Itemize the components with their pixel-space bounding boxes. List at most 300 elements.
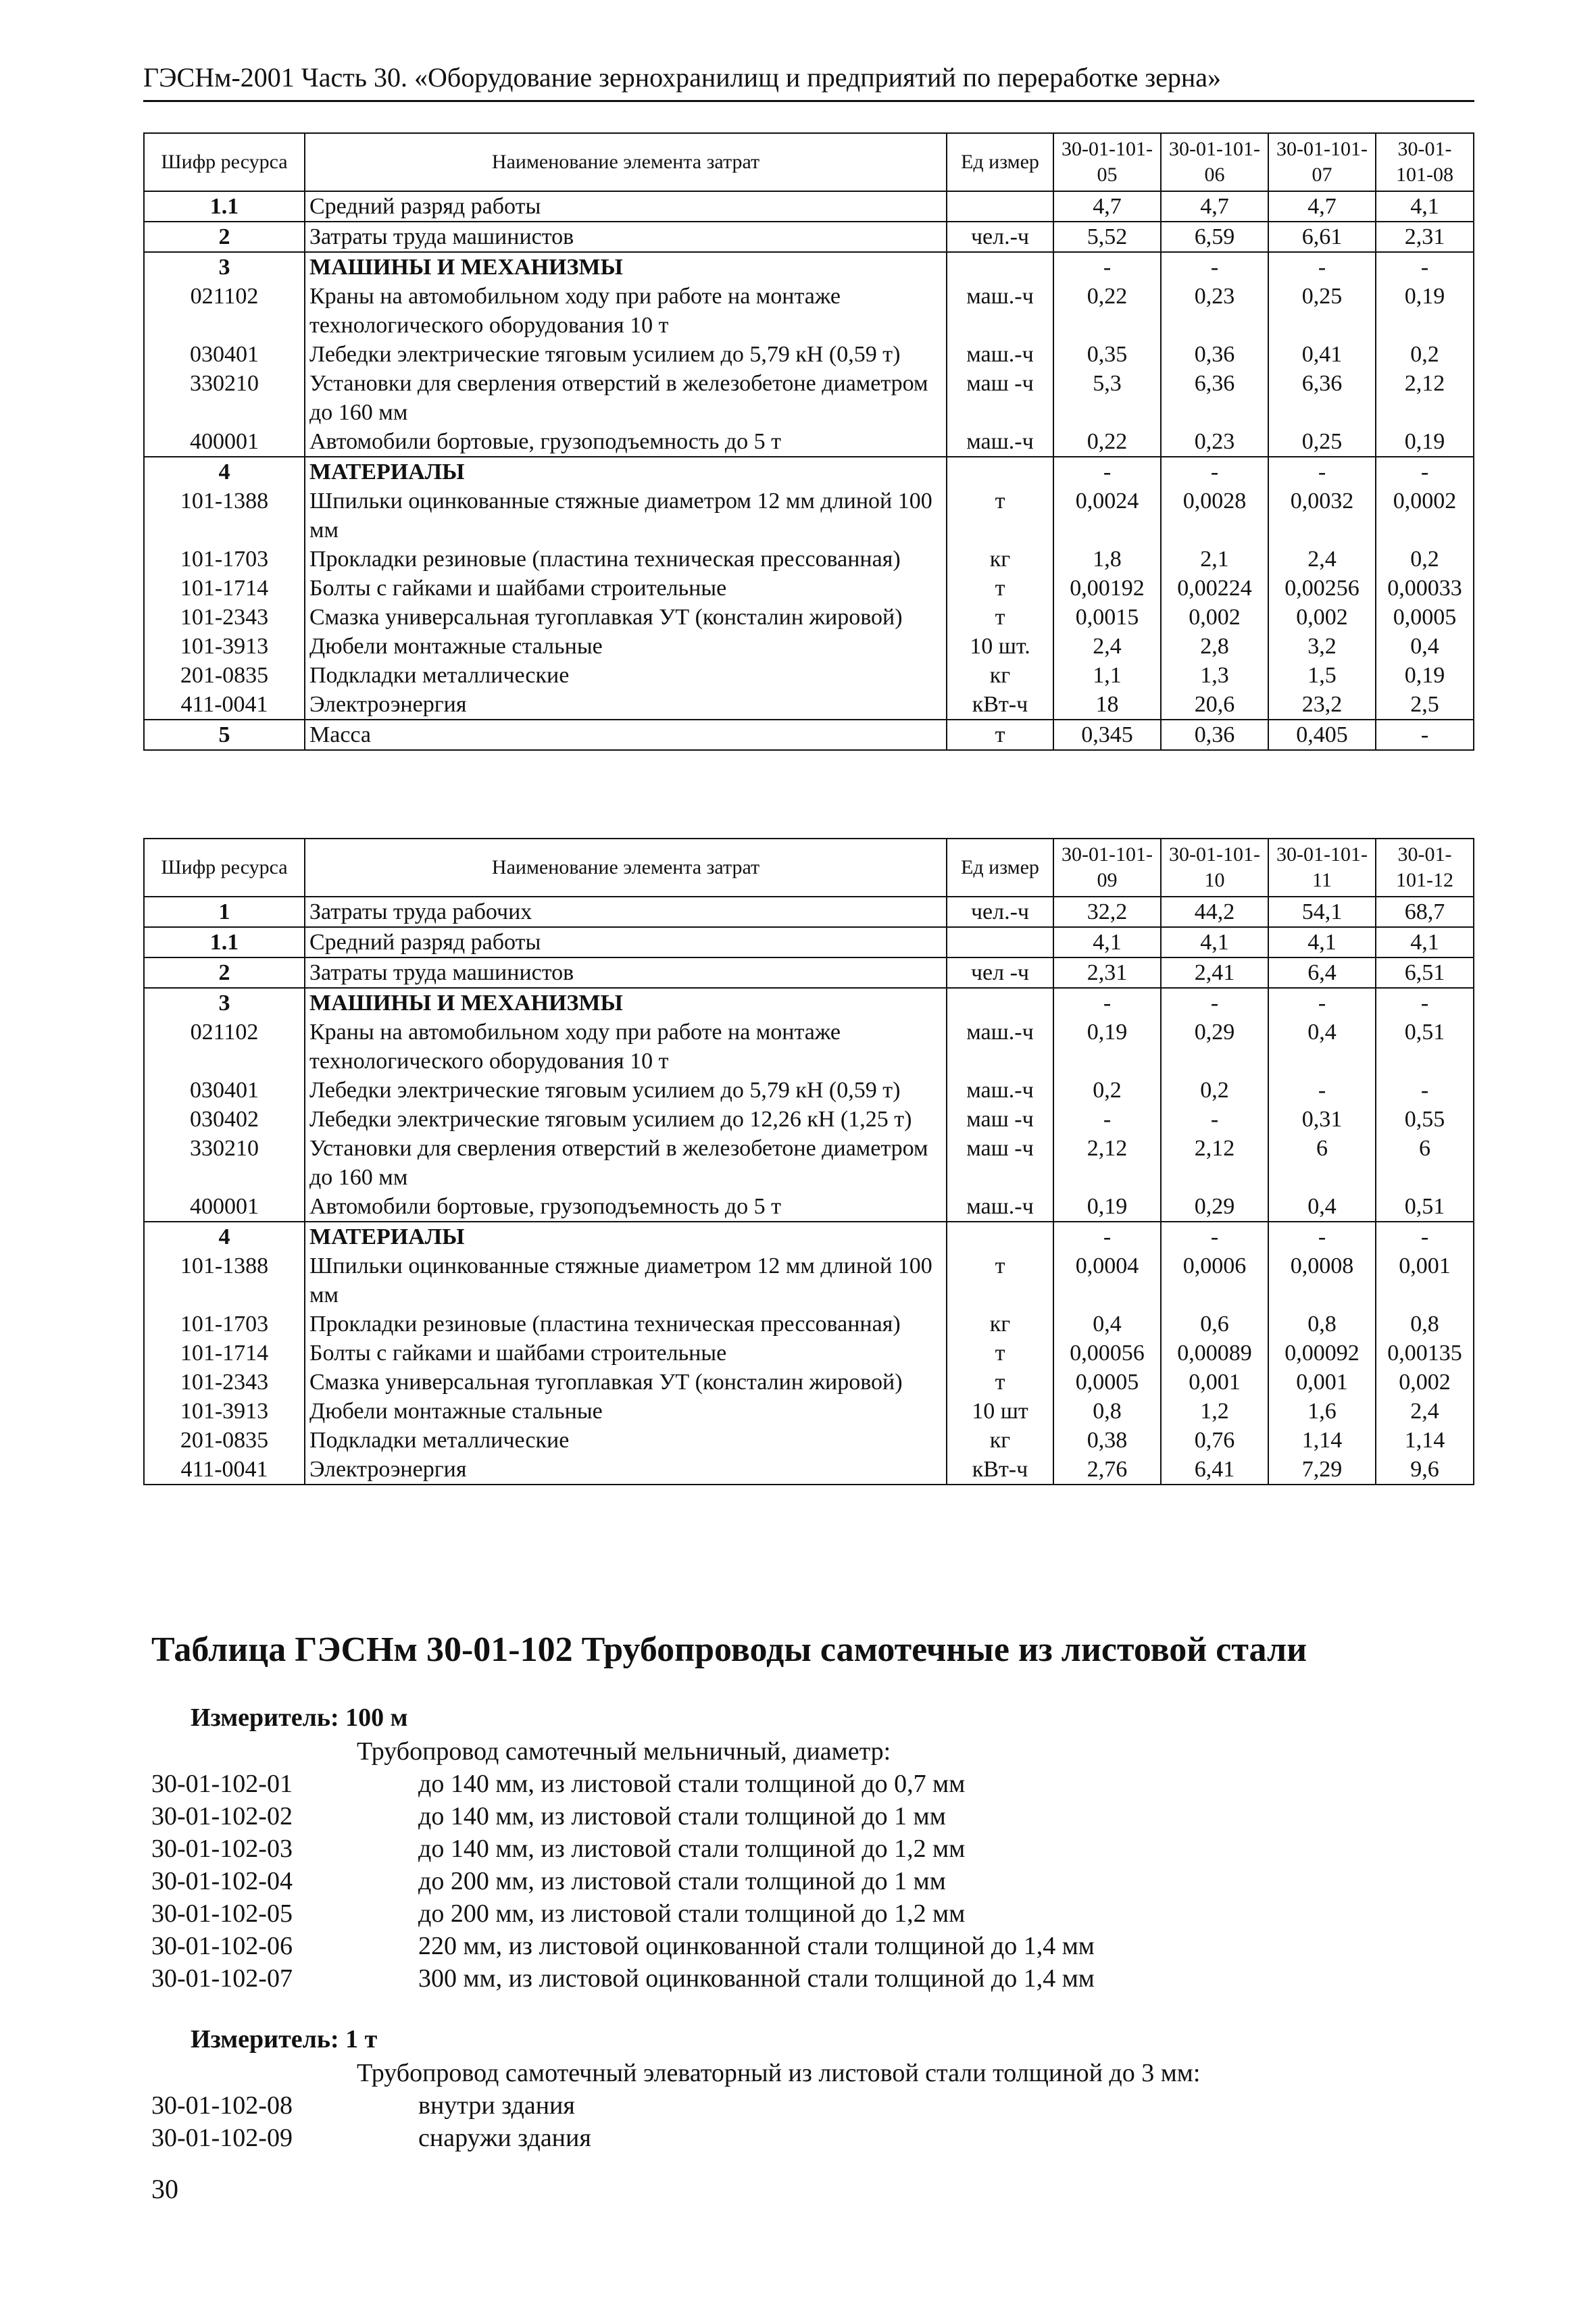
resource-code-cell: 411-0041 — [144, 690, 305, 720]
resource-name-cell: Установки для сверления отверстий в железобетоне диаметром до 160 мм — [305, 1134, 947, 1192]
resource-name-cell: Автомобили бортовые, грузоподъемность до 5 т — [305, 427, 947, 457]
value-cell: 0,25 — [1268, 282, 1376, 340]
value-cell: 68,7 — [1376, 897, 1474, 927]
meter-label: Измеритель: — [191, 2025, 339, 2053]
unit-cell: маш.-ч — [947, 427, 1053, 457]
unit-cell: маш -ч — [947, 1105, 1053, 1134]
value-cell: 0,29 — [1161, 1018, 1268, 1076]
unit-cell — [947, 191, 1053, 222]
resource-code-cell: 2 — [144, 222, 305, 252]
unit-cell: маш.-ч — [947, 282, 1053, 340]
resource-name-cell: Дюбели монтажные стальные — [305, 632, 947, 661]
value-cell: - — [1053, 1222, 1161, 1251]
unit-cell: 10 шт. — [947, 632, 1053, 661]
table-row — [144, 427, 1474, 457]
table-row — [144, 222, 1474, 252]
resource-name-cell: Средний разряд работы — [305, 191, 947, 222]
variants-caption: Трубопровод самотечный элеваторный из листовой стали толщиной до 3 мм: — [357, 2059, 1201, 2087]
meter-value: 1 т — [345, 2025, 378, 2053]
value-cell: 0,23 — [1161, 427, 1268, 457]
value-cell: - — [1376, 252, 1474, 282]
table-row — [144, 574, 1474, 603]
resource-code-cell: 021102 — [144, 1018, 305, 1076]
variants-caption: Трубопровод самотечный мельничный, диаметр: — [357, 1737, 891, 1766]
value-cell: 2,4 — [1376, 1397, 1474, 1426]
value-cell: 0,0006 — [1161, 1251, 1268, 1310]
resource-code-cell: 2 — [144, 957, 305, 988]
value-cell: 6,36 — [1161, 369, 1268, 427]
table-row — [144, 1455, 1474, 1485]
value-cell: 4,7 — [1268, 191, 1376, 222]
variant-code: 30-01-102-05 — [151, 1899, 293, 1928]
value-cell: 2,12 — [1376, 369, 1474, 427]
value-cell: 0,2 — [1376, 545, 1474, 574]
header-code: Шифр ресурса — [144, 133, 305, 191]
variant-code: 30-01-102-08 — [151, 2091, 293, 2120]
table-row — [144, 487, 1474, 545]
table-header-row — [144, 133, 1474, 191]
variant-description: 300 мм, из листовой оцинкованной стали толщиной до 1,4 мм — [418, 1964, 1095, 1993]
page-number: 30 — [151, 2174, 178, 2204]
unit-cell: кг — [947, 1310, 1053, 1339]
value-cell: 0,19 — [1053, 1018, 1161, 1076]
value-cell: - — [1161, 1105, 1268, 1134]
value-cell: 0,002 — [1376, 1368, 1474, 1397]
unit-cell — [947, 927, 1053, 957]
table-row — [144, 1018, 1474, 1076]
value-cell: 4,1 — [1376, 191, 1474, 222]
value-cell: 0,00056 — [1053, 1339, 1161, 1368]
resource-code-cell: 400001 — [144, 427, 305, 457]
resource-code-cell: 4 — [144, 1222, 305, 1251]
table-row — [144, 632, 1474, 661]
table-row — [144, 1105, 1474, 1134]
meter-line-2 — [191, 2024, 377, 2054]
unit-cell: т — [947, 1251, 1053, 1310]
resource-name-cell: Болты с гайками и шайбами строительные — [305, 574, 947, 603]
table-row — [144, 1222, 1474, 1251]
table-row — [144, 1310, 1474, 1339]
unit-cell: кг — [947, 545, 1053, 574]
value-cell: 9,6 — [1376, 1455, 1474, 1485]
unit-cell: т — [947, 1339, 1053, 1368]
resource-name-cell: Лебедки электрические тяговым усилием до 12,26 кН (1,25 т) — [305, 1105, 947, 1134]
value-cell: 2,4 — [1268, 545, 1376, 574]
value-cell: 6 — [1268, 1134, 1376, 1192]
table-row — [144, 1368, 1474, 1397]
unit-cell: т — [947, 603, 1053, 632]
value-cell: 0,36 — [1161, 720, 1268, 750]
resource-code-cell: 101-2343 — [144, 603, 305, 632]
resource-name-cell: МАШИНЫ И МЕХАНИЗМЫ — [305, 988, 947, 1018]
value-cell: 0,0002 — [1376, 487, 1474, 545]
value-cell: 0,31 — [1268, 1105, 1376, 1134]
value-cell: 2,12 — [1053, 1134, 1161, 1192]
table-row — [144, 1397, 1474, 1426]
value-cell: 0,36 — [1161, 340, 1268, 369]
value-cell: 1,1 — [1053, 661, 1161, 690]
resource-name-cell: Средний разряд работы — [305, 927, 947, 957]
value-cell: 1,5 — [1268, 661, 1376, 690]
value-cell: 0,0032 — [1268, 487, 1376, 545]
value-cell: 0,19 — [1376, 282, 1474, 340]
value-cell: 4,1 — [1268, 927, 1376, 957]
value-cell: 2,41 — [1161, 957, 1268, 988]
value-cell: 4,1 — [1161, 927, 1268, 957]
value-cell: 2,5 — [1376, 690, 1474, 720]
table-header-row — [144, 839, 1474, 897]
unit-cell: т — [947, 487, 1053, 545]
header-code: Шифр ресурса — [144, 839, 305, 897]
resource-code-cell: 3 — [144, 252, 305, 282]
resource-code-cell: 101-3913 — [144, 1397, 305, 1426]
table-title: Таблица ГЭСНм 30-01-102 Трубопроводы самотечные из листовой стали — [151, 1631, 1307, 1669]
table-row — [144, 1192, 1474, 1222]
resource-code-cell: 101-3913 — [144, 632, 305, 661]
unit-cell — [947, 457, 1053, 487]
value-cell: 0,4 — [1268, 1192, 1376, 1222]
resource-name-cell: МАШИНЫ И МЕХАНИЗМЫ — [305, 252, 947, 282]
value-cell: - — [1268, 252, 1376, 282]
value-cell: 54,1 — [1268, 897, 1376, 927]
resource-name-cell: Лебедки электрические тяговым усилием до 5,79 кН (0,59 т) — [305, 340, 947, 369]
table-row — [144, 369, 1474, 427]
value-cell: 2,31 — [1053, 957, 1161, 988]
header-variant: 30-01-101-09 — [1053, 839, 1161, 897]
running-head: ГЭСНм-2001 Часть 30. «Оборудование зернохранилищ и предприятий по переработке зерна» — [143, 61, 1474, 102]
variant-description: внутри здания — [418, 2091, 575, 2120]
unit-cell: кг — [947, 1426, 1053, 1455]
resource-table-1 — [143, 132, 1474, 751]
value-cell: 0,001 — [1268, 1368, 1376, 1397]
value-cell: 0,0005 — [1376, 603, 1474, 632]
value-cell: 2,8 — [1161, 632, 1268, 661]
value-cell: 7,29 — [1268, 1455, 1376, 1485]
value-cell: 0,0024 — [1053, 487, 1161, 545]
table-row — [144, 191, 1474, 222]
resource-code-cell: 101-1703 — [144, 1310, 305, 1339]
value-cell: 0,4 — [1268, 1018, 1376, 1076]
value-cell: 2,1 — [1161, 545, 1268, 574]
unit-cell: маш -ч — [947, 1134, 1053, 1192]
table-row — [144, 282, 1474, 340]
unit-cell: чел -ч — [947, 957, 1053, 988]
header-variant: 30-01-101-06 — [1161, 133, 1268, 191]
value-cell: 0,0015 — [1053, 603, 1161, 632]
value-cell: 0,00224 — [1161, 574, 1268, 603]
unit-cell: т — [947, 720, 1053, 750]
resource-name-cell: Дюбели монтажные стальные — [305, 1397, 947, 1426]
value-cell: 0,00192 — [1053, 574, 1161, 603]
value-cell: 23,2 — [1268, 690, 1376, 720]
resource-name-cell: Лебедки электрические тяговым усилием до 5,79 кН (0,59 т) — [305, 1076, 947, 1105]
value-cell: 1,8 — [1053, 545, 1161, 574]
value-cell: 2,31 — [1376, 222, 1474, 252]
resource-code-cell: 411-0041 — [144, 1455, 305, 1485]
unit-cell: маш.-ч — [947, 1018, 1053, 1076]
variant-code: 30-01-102-07 — [151, 1964, 293, 1993]
value-cell: 0,00089 — [1161, 1339, 1268, 1368]
value-cell: - — [1053, 457, 1161, 487]
resource-name-cell: Масса — [305, 720, 947, 750]
resource-code-cell: 4 — [144, 457, 305, 487]
table-row — [144, 1134, 1474, 1192]
value-cell: 44,2 — [1161, 897, 1268, 927]
value-cell: - — [1376, 720, 1474, 750]
value-cell: - — [1376, 1222, 1474, 1251]
resource-name-cell: Краны на автомобильном ходу при работе на монтаже технологического оборудования 10 т — [305, 282, 947, 340]
resource-code-cell: 101-1388 — [144, 1251, 305, 1310]
value-cell: 1,14 — [1268, 1426, 1376, 1455]
value-cell: 0,41 — [1268, 340, 1376, 369]
resource-code-cell: 101-1714 — [144, 574, 305, 603]
header-variant: 30-01-101-12 — [1376, 839, 1474, 897]
value-cell: 0,23 — [1161, 282, 1268, 340]
value-cell: 5,52 — [1053, 222, 1161, 252]
value-cell: 1,14 — [1376, 1426, 1474, 1455]
value-cell: 2,4 — [1053, 632, 1161, 661]
table-row — [144, 457, 1474, 487]
value-cell: 0,001 — [1376, 1251, 1474, 1310]
unit-cell — [947, 1222, 1053, 1251]
header-variant: 30-01-101-08 — [1376, 133, 1474, 191]
table-row — [144, 340, 1474, 369]
value-cell: 0,51 — [1376, 1018, 1474, 1076]
resource-name-cell: Подкладки металлические — [305, 1426, 947, 1455]
value-cell: 0,19 — [1376, 427, 1474, 457]
variant-code: 30-01-102-09 — [151, 2124, 293, 2152]
value-cell: 6,36 — [1268, 369, 1376, 427]
value-cell: - — [1268, 988, 1376, 1018]
resource-code-cell: 101-1388 — [144, 487, 305, 545]
value-cell: 4,7 — [1053, 191, 1161, 222]
value-cell: 0,002 — [1268, 603, 1376, 632]
variant-code: 30-01-102-01 — [151, 1770, 293, 1798]
variant-description: 220 мм, из листовой оцинкованной стали толщиной до 1,4 мм — [418, 1932, 1095, 1960]
value-cell: 0,51 — [1376, 1192, 1474, 1222]
variant-description: снаружи здания — [418, 2124, 591, 2152]
resource-name-cell: Автомобили бортовые, грузоподъемность до 5 т — [305, 1192, 947, 1222]
value-cell: 0,2 — [1376, 340, 1474, 369]
value-cell: 0,0008 — [1268, 1251, 1376, 1310]
variant-code: 30-01-102-04 — [151, 1867, 293, 1895]
value-cell: 20,6 — [1161, 690, 1268, 720]
value-cell: 6,4 — [1268, 957, 1376, 988]
unit-cell: т — [947, 1368, 1053, 1397]
value-cell: - — [1268, 1222, 1376, 1251]
variant-description: до 140 мм, из листовой стали толщиной до 1,2 мм — [418, 1835, 966, 1863]
unit-cell: кВт-ч — [947, 1455, 1053, 1485]
value-cell: 0,8 — [1053, 1397, 1161, 1426]
resource-code-cell: 201-0835 — [144, 1426, 305, 1455]
unit-cell: маш.-ч — [947, 1192, 1053, 1222]
value-cell: 0,19 — [1053, 1192, 1161, 1222]
resource-code-cell: 5 — [144, 720, 305, 750]
resource-code-cell: 1 — [144, 897, 305, 927]
header-variant: 30-01-101-10 — [1161, 839, 1268, 897]
value-cell: 6,61 — [1268, 222, 1376, 252]
value-cell: 0,00092 — [1268, 1339, 1376, 1368]
value-cell: - — [1161, 1222, 1268, 1251]
table-row — [144, 690, 1474, 720]
value-cell: 0,002 — [1161, 603, 1268, 632]
table-row — [144, 252, 1474, 282]
resource-code-cell: 201-0835 — [144, 661, 305, 690]
meter-line-1 — [191, 1703, 408, 1733]
unit-cell: чел.-ч — [947, 222, 1053, 252]
table-row — [144, 957, 1474, 988]
value-cell: 4,1 — [1053, 927, 1161, 957]
variant-description: до 140 мм, из листовой стали толщиной до 0,7 мм — [418, 1770, 966, 1798]
value-cell: - — [1161, 457, 1268, 487]
unit-cell: маш.-ч — [947, 1076, 1053, 1105]
variant-code: 30-01-102-02 — [151, 1802, 293, 1831]
resource-name-cell: Установки для сверления отверстий в железобетоне диаметром до 160 мм — [305, 369, 947, 427]
resource-code-cell: 101-1714 — [144, 1339, 305, 1368]
resource-name-cell: Электроэнергия — [305, 690, 947, 720]
value-cell: 0,6 — [1161, 1310, 1268, 1339]
value-cell: 1,2 — [1161, 1397, 1268, 1426]
header-variant: 30-01-101-07 — [1268, 133, 1376, 191]
table-row — [144, 1251, 1474, 1310]
value-cell: 0,00256 — [1268, 574, 1376, 603]
unit-cell: кВт-ч — [947, 690, 1053, 720]
unit-cell: маш -ч — [947, 369, 1053, 427]
value-cell: 1,6 — [1268, 1397, 1376, 1426]
resource-code-cell: 101-1703 — [144, 545, 305, 574]
table-row — [144, 661, 1474, 690]
variant-description: до 200 мм, из листовой стали толщиной до 1,2 мм — [418, 1899, 966, 1928]
value-cell: 0,55 — [1376, 1105, 1474, 1134]
header-variant: 30-01-101-11 — [1268, 839, 1376, 897]
value-cell: 18 — [1053, 690, 1161, 720]
value-cell: - — [1376, 1076, 1474, 1105]
unit-cell: маш.-ч — [947, 340, 1053, 369]
resource-name-cell: Затраты труда рабочих — [305, 897, 947, 927]
resource-name-cell: Подкладки металлические — [305, 661, 947, 690]
unit-cell — [947, 252, 1053, 282]
variant-description: до 140 мм, из листовой стали толщиной до 1 мм — [418, 1802, 946, 1831]
resource-table-2 — [143, 838, 1474, 1485]
resource-name-cell: Краны на автомобильном ходу при работе на монтаже технологического оборудования 10 т — [305, 1018, 947, 1076]
unit-cell: чел.-ч — [947, 897, 1053, 927]
table-row — [144, 927, 1474, 957]
value-cell: - — [1161, 252, 1268, 282]
table-row — [144, 1426, 1474, 1455]
header-variant: 30-01-101-05 — [1053, 133, 1161, 191]
value-cell: 6,51 — [1376, 957, 1474, 988]
resource-code-cell: 330210 — [144, 369, 305, 427]
resource-code-cell: 1.1 — [144, 927, 305, 957]
variant-code: 30-01-102-06 — [151, 1932, 293, 1960]
table-row — [144, 1339, 1474, 1368]
unit-cell — [947, 988, 1053, 1018]
value-cell: 0,00033 — [1376, 574, 1474, 603]
resource-name-cell: Затраты труда машинистов — [305, 957, 947, 988]
resource-name-cell: Затраты труда машинистов — [305, 222, 947, 252]
value-cell: - — [1053, 1105, 1161, 1134]
value-cell: 0,0028 — [1161, 487, 1268, 545]
header-unit: Ед измер — [947, 839, 1053, 897]
value-cell: 0,35 — [1053, 340, 1161, 369]
value-cell: 0,001 — [1161, 1368, 1268, 1397]
value-cell: - — [1268, 457, 1376, 487]
resource-code-cell: 030401 — [144, 340, 305, 369]
value-cell: 3,2 — [1268, 632, 1376, 661]
value-cell: 4,7 — [1161, 191, 1268, 222]
value-cell: 6 — [1376, 1134, 1474, 1192]
table-row — [144, 988, 1474, 1018]
value-cell: 0,22 — [1053, 282, 1161, 340]
value-cell: 6,41 — [1161, 1455, 1268, 1485]
value-cell: 1,3 — [1161, 661, 1268, 690]
resource-code-cell: 101-2343 — [144, 1368, 305, 1397]
table-row — [144, 897, 1474, 927]
resource-name-cell: Смазка универсальная тугоплавкая УТ (консталин жировой) — [305, 603, 947, 632]
resource-code-cell: 030402 — [144, 1105, 305, 1134]
value-cell: - — [1161, 988, 1268, 1018]
header-name: Наименование элемента затрат — [305, 133, 947, 191]
resource-name-cell: Смазка универсальная тугоплавкая УТ (консталин жировой) — [305, 1368, 947, 1397]
variant-description: до 200 мм, из листовой стали толщиной до 1 мм — [418, 1867, 946, 1895]
value-cell: 6,59 — [1161, 222, 1268, 252]
value-cell: 0,25 — [1268, 427, 1376, 457]
resource-name-cell: Шпильки оцинкованные стяжные диаметром 12 мм длиной 100 мм — [305, 487, 947, 545]
resource-code-cell: 330210 — [144, 1134, 305, 1192]
resource-name-cell: Прокладки резиновые (пластина техническая прессованная) — [305, 545, 947, 574]
value-cell: - — [1268, 1076, 1376, 1105]
value-cell: 0,19 — [1376, 661, 1474, 690]
resource-name-cell: МАТЕРИАЛЫ — [305, 1222, 947, 1251]
unit-cell: кг — [947, 661, 1053, 690]
header-name: Наименование элемента затрат — [305, 839, 947, 897]
value-cell: 5,3 — [1053, 369, 1161, 427]
value-cell: 0,4 — [1376, 632, 1474, 661]
unit-cell: т — [947, 574, 1053, 603]
table-row — [144, 720, 1474, 750]
resource-code-cell: 1.1 — [144, 191, 305, 222]
value-cell: 0,405 — [1268, 720, 1376, 750]
value-cell: - — [1376, 988, 1474, 1018]
table-row — [144, 603, 1474, 632]
variant-code: 30-01-102-03 — [151, 1835, 293, 1863]
value-cell: 0,00135 — [1376, 1339, 1474, 1368]
header-unit: Ед измер — [947, 133, 1053, 191]
table-row — [144, 545, 1474, 574]
value-cell: 0,0005 — [1053, 1368, 1161, 1397]
value-cell: 0,22 — [1053, 427, 1161, 457]
value-cell: 0,2 — [1053, 1076, 1161, 1105]
unit-cell: 10 шт — [947, 1397, 1053, 1426]
value-cell: 4,1 — [1376, 927, 1474, 957]
value-cell: 0,345 — [1053, 720, 1161, 750]
table-body — [144, 191, 1474, 750]
value-cell: 0,76 — [1161, 1426, 1268, 1455]
value-cell: - — [1376, 457, 1474, 487]
value-cell: 0,2 — [1161, 1076, 1268, 1105]
resource-code-cell: 400001 — [144, 1192, 305, 1222]
resource-name-cell: Болты с гайками и шайбами строительные — [305, 1339, 947, 1368]
meter-label: Измеритель: — [191, 1703, 339, 1732]
resource-code-cell: 021102 — [144, 282, 305, 340]
value-cell: 0,38 — [1053, 1426, 1161, 1455]
resource-name-cell: Электроэнергия — [305, 1455, 947, 1485]
value-cell: 0,8 — [1268, 1310, 1376, 1339]
value-cell: 2,76 — [1053, 1455, 1161, 1485]
resource-name-cell: Прокладки резиновые (пластина техническая прессованная) — [305, 1310, 947, 1339]
resource-name-cell: МАТЕРИАЛЫ — [305, 457, 947, 487]
value-cell: - — [1053, 252, 1161, 282]
